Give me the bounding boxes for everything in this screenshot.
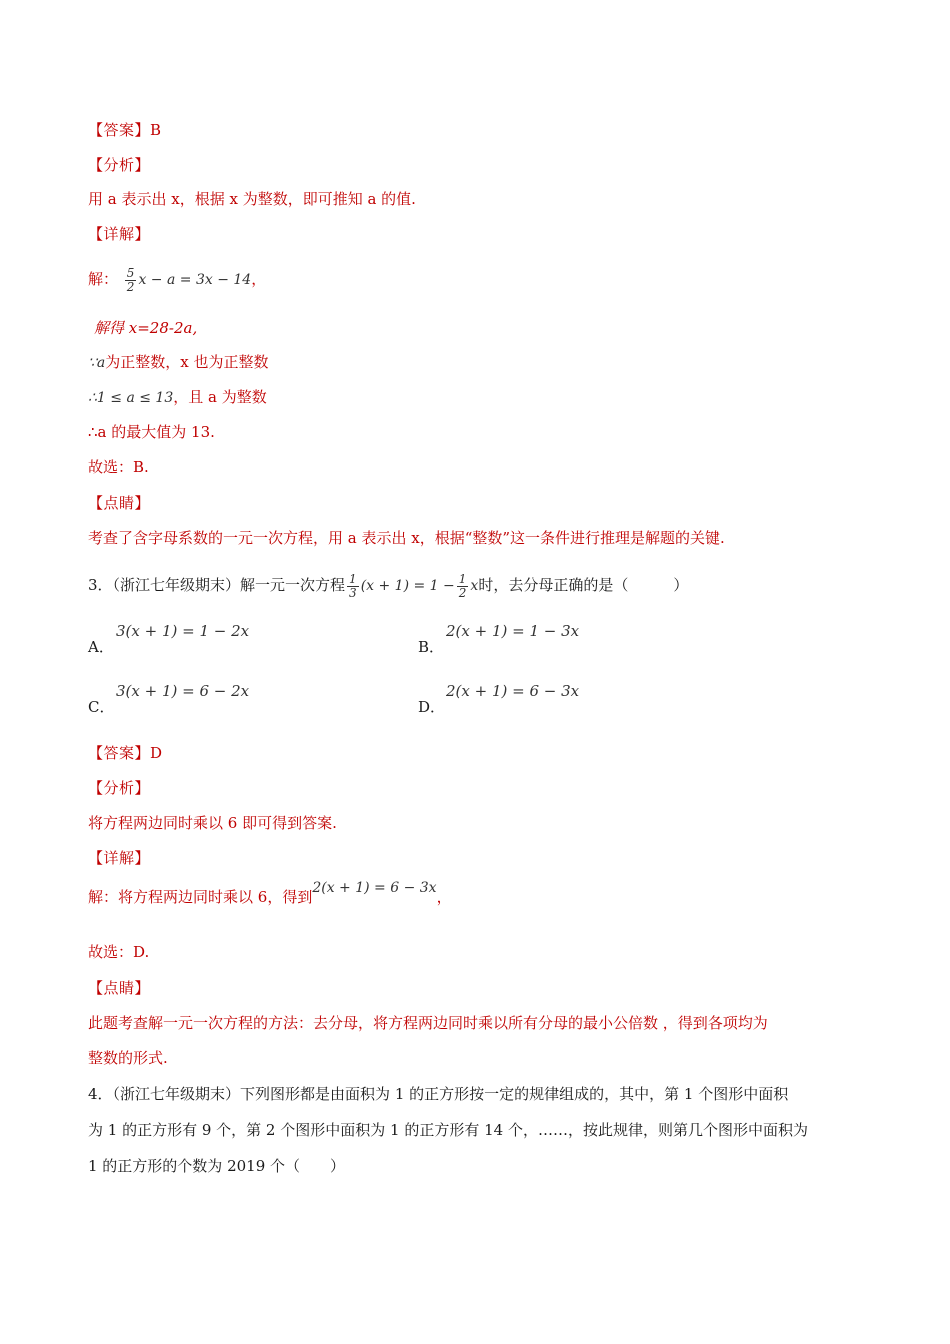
q3-detail-suffix: ，	[436, 888, 452, 906]
q3-choose: 故选：D.	[88, 943, 150, 961]
q3-stem	[88, 570, 688, 601]
q2-eq-rest: x − a = 3x − 14	[138, 272, 252, 288]
q3-detail-expr: 2(x + 1) = 6 − 3x	[312, 880, 437, 896]
q3-answer-tag: 【答案】	[88, 744, 151, 762]
because-symbol: ∵	[88, 355, 97, 371]
q2-analysis-tag: 【分析】	[88, 156, 151, 174]
q4-stem-line-2: 为 1 的正方形有 9 个，第 2 个图形中面积为 1 的正方形有 14 个，……，按此规律，则第几个图形中面积为	[88, 1121, 808, 1139]
q3-option-d-label: D．	[418, 698, 446, 716]
q3-frac2-denominator: 2	[458, 585, 467, 600]
q2-therefore-line-1	[88, 387, 267, 408]
q4-stem-line-3: 1 的正方形的个数为 2019 个（ ）	[88, 1157, 346, 1175]
q3-answer-value: D	[150, 744, 163, 762]
q2-choose: 故选：B.	[88, 458, 149, 476]
q3-option-b-label: B．	[418, 638, 445, 656]
q3-frac1-denominator: 3	[349, 585, 357, 600]
q3-frac1-numerator: 1	[349, 571, 357, 586]
q2-solve-line: 解得 x=28-2a,	[94, 319, 198, 337]
q3-frac2-numerator: 1	[458, 571, 467, 586]
q3-analysis-tag: 【分析】	[88, 779, 151, 797]
q2-answer-value: B	[150, 121, 162, 139]
q2-comment-text: 考查了含字母系数的一元一次方程，用 a 表示出 x，根据“整数”这一条件进行推理是解题的关键.	[88, 529, 725, 547]
q3-stem-x: x	[470, 578, 479, 594]
q3-detail-prefix: 解：将方程两边同时乘以 6，得到	[88, 888, 313, 906]
q3-option-a-label: A．	[88, 638, 114, 656]
q2-because-text: 为正整数，x 也为正整数	[105, 353, 269, 371]
q2-therefore-text: ，且 a 为整数	[173, 388, 267, 406]
q2-analysis-text: 用 a 表示出 x，根据 x 为整数，即可推知 a 的值.	[88, 190, 416, 208]
q3-detail-line	[88, 880, 452, 915]
q2-inequality: ∴1 ≤ a ≤ 13	[88, 390, 174, 406]
q2-equation-line	[88, 262, 266, 297]
q2-because-var: a	[96, 355, 106, 371]
q2-eq-denominator: 2	[126, 279, 135, 294]
q3-stem-fraction-1	[347, 573, 359, 600]
q3-stem-fraction-2	[457, 573, 469, 600]
q2-because-line	[88, 352, 269, 373]
q3-stem-mid: (x + 1) = 1 −	[360, 578, 455, 594]
q2-answer	[88, 120, 162, 140]
q2-detail-tag: 【详解】	[88, 225, 151, 243]
q2-therefore-line-2: ∴a 的最大值为 13.	[88, 423, 215, 441]
q3-option-b-expr: 2(x + 1) = 1 − 3x	[446, 622, 580, 640]
q3-option-c-expr: 3(x + 1) = 6 − 2x	[116, 682, 250, 700]
q2-eq-fraction	[125, 267, 137, 294]
q3-option-d-expr: 2(x + 1) = 6 − 3x	[446, 682, 580, 700]
q3-option-a-expr: 3(x + 1) = 1 − 2x	[116, 622, 250, 640]
q3-comment-tag: 【点睛】	[88, 979, 151, 997]
q2-eq-comma: ，	[251, 270, 267, 288]
q3-answer	[88, 743, 163, 763]
q3-detail-tag: 【详解】	[88, 849, 151, 867]
q2-solve-prefix: 解：	[88, 270, 119, 288]
q2-eq-numerator: 5	[126, 265, 135, 280]
q2-comment-tag: 【点睛】	[88, 494, 151, 512]
q3-comment-line-2: 整数的形式.	[88, 1049, 168, 1067]
q3-analysis-text: 将方程两边同时乘以 6 即可得到答案.	[88, 814, 337, 832]
q2-answer-tag: 【答案】	[88, 121, 151, 139]
q3-comment-line-1: 此题考查解一元一次方程的方法：去分母，将方程两边同时乘以所有分母的最小公倍数 ，得到各项均为	[88, 1014, 768, 1032]
q3-stem-prefix: 3．（浙江七年级期末）解一元一次方程	[88, 576, 346, 594]
q3-stem-suffix: 时，去分母正确的是（ ）	[478, 576, 689, 594]
q4-stem-line-1: 4．（浙江七年级期末）下列图形都是由面积为 1 的正方形按一定的规律组成的，其中，第 1 个图形中面积	[88, 1085, 789, 1103]
q3-option-c-label: C．	[88, 698, 115, 716]
